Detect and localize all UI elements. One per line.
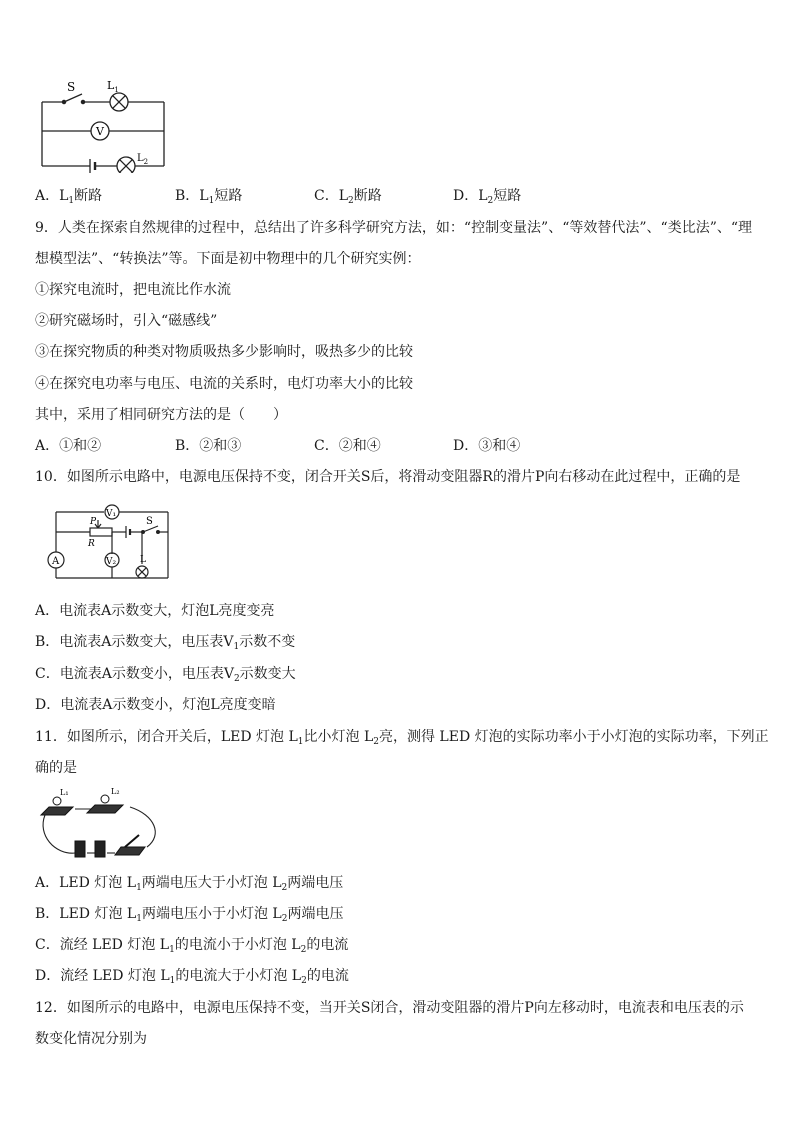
q11-led-base: [41, 807, 73, 815]
q11-l2-label: L₂: [111, 787, 120, 796]
q8-option-c[interactable]: C．$L_2$断路: [314, 188, 382, 206]
q8-voltmeter-label: V: [96, 125, 104, 138]
q10-option-b[interactable]: B．电流表A示数变大，电压表$V_1$示数不变: [35, 634, 296, 652]
q11-lamp-base: [87, 805, 123, 813]
q12-stem-line2: 数变化情况分别为: [35, 1031, 147, 1047]
q9-stem-line1: 9．人类在探索自然规律的过程中，总结出了许多科学研究方法，如：“控制变量法”、“等效替代法”、“类比法”、“理: [35, 220, 753, 236]
q11-l1-label: L₁: [60, 788, 69, 797]
q10-l-label: L: [140, 555, 146, 565]
q9-option-a[interactable]: A．①和②: [35, 438, 102, 454]
q10-v2-label: V₂: [106, 557, 117, 567]
q10-option-d[interactable]: D．电流表A示数变小，灯泡L亮度变暗: [35, 697, 276, 713]
q11-circuit-photo-figure: [35, 785, 175, 867]
q10-circuit-diagram: [40, 502, 180, 584]
q10-s-label: S: [146, 516, 153, 527]
q10-option-c[interactable]: C．电流表A示数变小，电压表$V_2$示数变大: [35, 666, 296, 684]
q8-option-b[interactable]: B．$L_1$短路: [175, 188, 243, 206]
q9-item-3: ③在探究物质的种类对物质吸热多少影响时，吸热多少的比较: [35, 344, 413, 360]
q9-option-d[interactable]: D．③和④: [453, 438, 521, 454]
q11-option-d[interactable]: D．流经 LED 灯泡 $L_1$的电流大于小灯泡 $L_2$的电流: [35, 968, 349, 986]
q11-lamp-bulb-icon: [101, 795, 109, 803]
q9-question: 其中，采用了相同研究方法的是（ ）: [35, 407, 287, 423]
q11-option-c[interactable]: C．流经 LED 灯泡 $L_1$的电流小于小灯泡 $L_2$的电流: [35, 937, 349, 955]
q11-switch-icon: [115, 847, 145, 855]
q10-a-label: A: [52, 556, 60, 567]
q11-stem-line1: 11．如图所示，闭合开关后，LED 灯泡 $L_1$比小灯泡 $L_2$亮，测得 LED 灯泡的实际功率小于小灯泡的实际功率，下列正: [35, 729, 769, 747]
q9-item-1: ①探究电流时，把电流比作水流: [35, 282, 231, 298]
q11-led-bulb-icon: [53, 797, 61, 805]
q11-battery-icon: [75, 841, 85, 857]
q11-battery-icon-2: [95, 841, 105, 857]
q9-item-4: ④在探究电功率与电压、电流的关系时，电灯功率大小的比较: [35, 376, 413, 392]
q11-option-b[interactable]: B．LED 灯泡 $L_1$两端电压小于小灯泡 $L_2$两端电压: [35, 906, 344, 924]
q8-option-a[interactable]: A．$L_1$断路: [35, 188, 103, 206]
q11-option-a[interactable]: A．LED 灯泡 $L_1$两端电压大于小灯泡 $L_2$两端电压: [35, 875, 344, 893]
q10-p-label: P: [90, 517, 97, 527]
q8-option-d[interactable]: D．$L_2$短路: [453, 188, 522, 206]
q8-circuit-diagram: [35, 78, 175, 173]
q10-r-label: R: [88, 539, 95, 549]
q9-stem-line2: 想模型法”、“转换法”等。下面是初中物理中的几个研究实例：: [35, 251, 421, 267]
q8-lamp2-label: $L_2$: [137, 153, 149, 166]
q9-item-2: ②研究磁场时，引入“磁感线”: [35, 313, 218, 329]
q9-option-b[interactable]: B．②和③: [175, 438, 242, 454]
q10-stem: 10．如图所示电路中，电源电压保持不变，闭合开关S后，将滑动变阻器R的滑片P向右移动在此过程中，正确的是: [35, 469, 741, 485]
q10-v1-label: V₁: [106, 509, 117, 519]
q9-option-c[interactable]: C．②和④: [314, 438, 381, 454]
q10-option-a[interactable]: A．电流表A示数变大，灯泡L亮度变亮: [35, 603, 275, 619]
q11-stem-line2: 确的是: [35, 760, 77, 776]
q8-lamp1-label: $L_1$: [107, 79, 119, 94]
q8-switch-label: S: [67, 80, 76, 94]
q12-stem-line1: 12．如图所示的电路中，电源电压保持不变，当开关S闭合，滑动变阻器的滑片P向左移动时，电流表和电压表的示: [35, 1000, 744, 1016]
